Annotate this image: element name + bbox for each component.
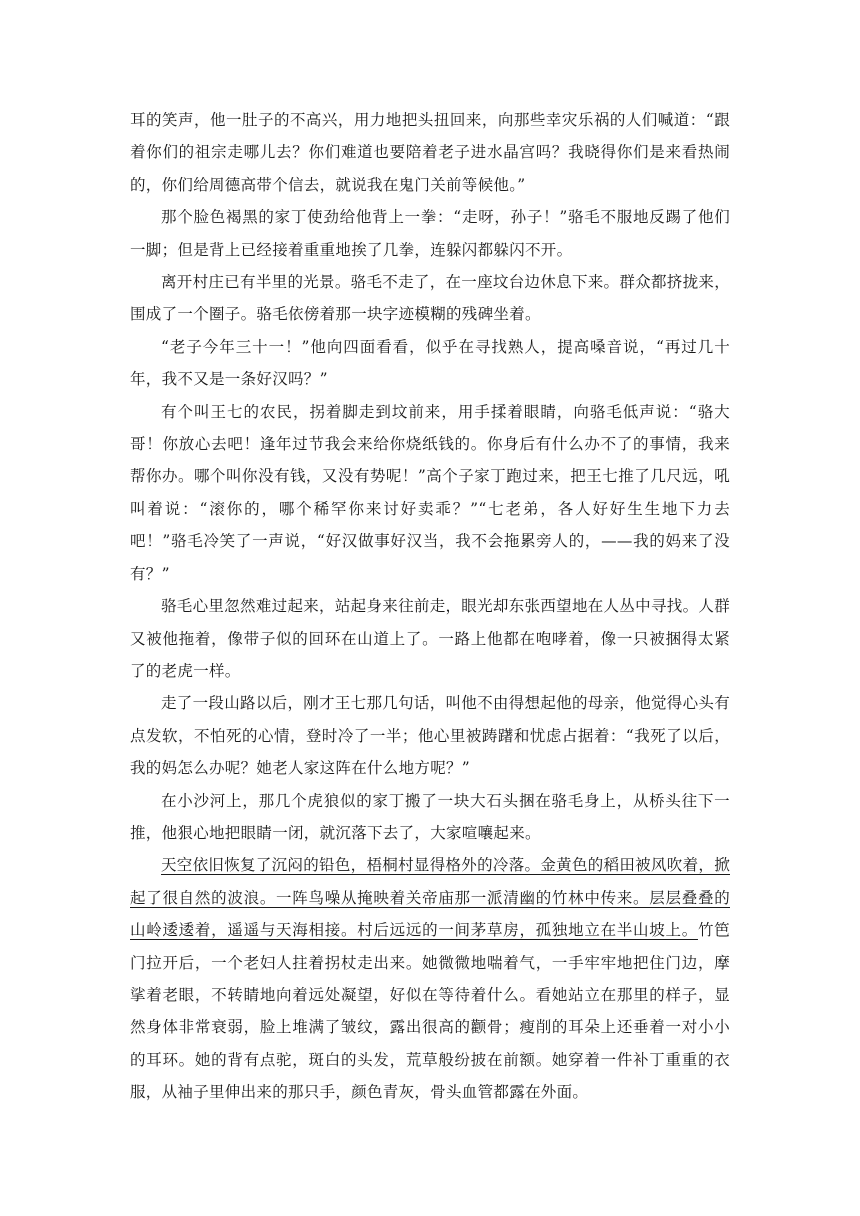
paragraph-8: 在小沙河上，那几个虎狼似的家丁搬了一块大石头捆在骆毛身上，从桥头往下一推，他狠心地把眼睛一闭，就沉落下去了，大家喧嚷起来。 <box>130 791 730 842</box>
paragraph-5: 有个叫王七的农民，拐着脚走到坟前来，用手揉着眼睛，向骆毛低声说：“骆大哥！你放心去吧！逢年过节我会来给你烧纸钱的。你身后有什么办不了的事情，我来帮你办。哪个叫你没有钱，又没有势呢！”高个子家丁跑过来，把王七推了几尺远，吼叫着说：“滚你的，哪个稀罕你来讨好卖乖？”“七老弟，各人好好生生地下力去吧！”骆毛冷笑了一声说，“好汉做事好汉当，我不会拖累旁人的，——我的妈来了没有？” <box>130 402 730 583</box>
paragraph-1: 耳的笑声，他一肚子的不高兴，用力地把头扭回来，向那些幸灾乐祸的人们喊道：“跟着你们的祖宗走哪儿去？你们难道也要陪着老子进水晶宫吗？我晓得你们是来看热闹的，你们给周德高带个信去，就说我在鬼门关前等候他。” <box>130 111 730 194</box>
paragraph-2: 那个脸色褐黑的家丁使劲给他背上一拳：“走呀，孙子！”骆毛不服地反踢了他们一脚；但是背上已经接着重重地挨了几拳，连躲闪都躲闪不开。 <box>130 208 730 259</box>
paragraph-4: “老子今年三十一！”他向四面看看，似乎在寻找熟人，提高嗓音说，“再过几十年，我不又是一条好汉吗？” <box>130 337 730 389</box>
paragraph-6: 骆毛心里忽然难过起来，站起身来往前走，眼光却东张西望地在人丛中寻找。人群又被他拖着，像带子似的回环在山道上了。一路上他都在咆哮着，像一只被捆得太紧了的老虎一样。 <box>130 597 730 680</box>
paragraph-9 <box>130 849 730 1108</box>
document-page <box>130 104 730 1109</box>
paragraph-9-remainder: 竹笆门拉开后，一个老妇人拄着拐杖走出来。她微微地喘着气，一手牢牢地把住门边，摩挲着老眼，不转睛地向着远处凝望，好似在等待着什么。看她站立在那里的样子，显然身体非常衰弱，脸上堆满了皱纹，露出很高的颧骨；瘦削的耳朵上还垂着一对小小的耳环。她的背有点驼，斑白的头发，荒草般纷披在前额。她穿着一件补丁重重的衣服，从袖子里伸出来的那只手，颜色青灰，骨头血管都露在外面。 <box>130 921 730 1102</box>
underlined-passage: 天空依旧恢复了沉闷的铅色，梧桐村显得格外的冷落。金黄色的稻田被风吹着，掀起了很自然的波浪。一阵鸟噪从掩映着关帝庙那一派清幽的竹林中传来。层层叠叠的山岭逶逶着，遥遥与天海相接。村后远远的一间茅草房，孤独地立在半山坡上。 <box>130 856 730 940</box>
paragraph-7: 走了一段山路以后，刚才王七那几句话，叫他不由得想起他的母亲，他觉得心头有点发软，不怕死的心情，登时冷了一半；他心里被踌躇和忧虑占据着：“我死了以后，我的妈怎么办呢？她老人家这阵在什么地方呢？” <box>130 694 730 778</box>
paragraph-3: 离开村庄已有半里的光景。骆毛不走了，在一座坟台边休息下来。群众都挤拢来，围成了一个圈子。骆毛依傍着那一块字迹模糊的残碑坐着。 <box>130 273 730 324</box>
